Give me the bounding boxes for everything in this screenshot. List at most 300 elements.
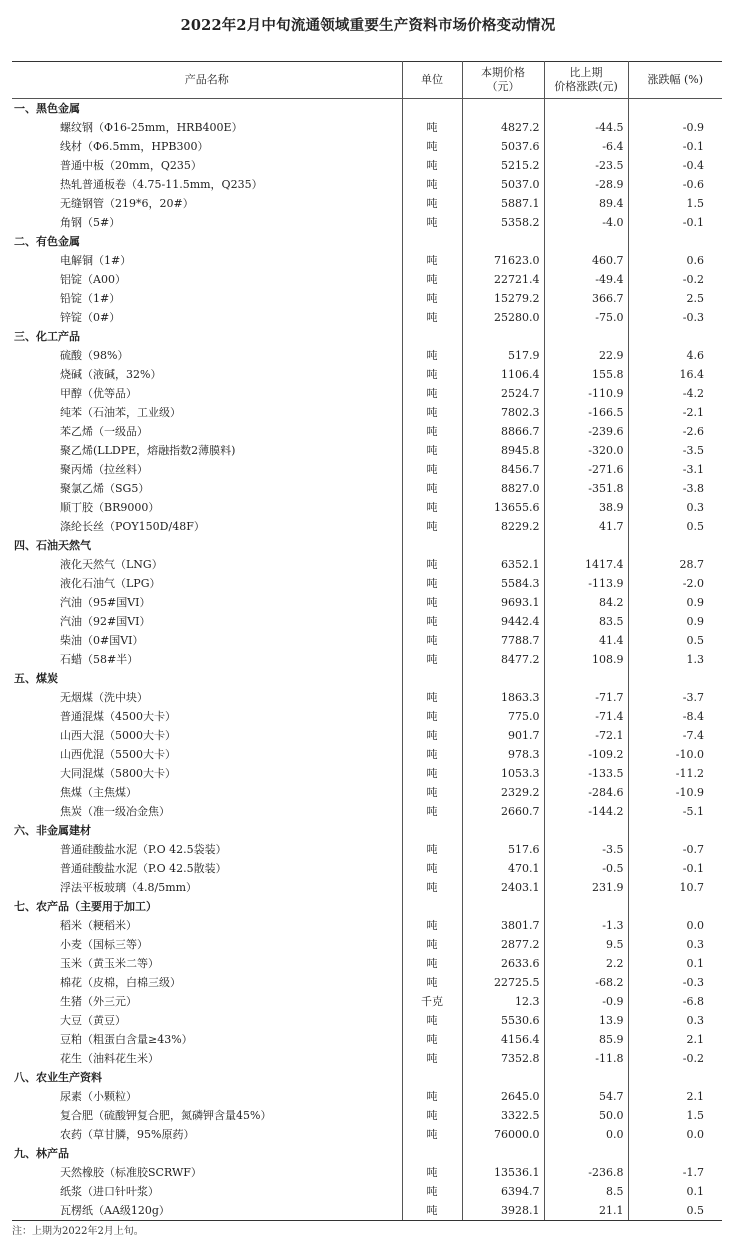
product-name: 瓦楞纸（AA级120g）: [12, 1201, 402, 1221]
change-cell: 41.7: [544, 517, 628, 536]
unit-cell: 吨: [402, 460, 462, 479]
price-cell: 517.9: [462, 346, 544, 365]
table-row: [12, 498, 722, 517]
unit-cell: 吨: [402, 1106, 462, 1125]
unit-cell: 吨: [402, 745, 462, 764]
header-change-line2: 价格涨跌(元): [554, 80, 618, 93]
price-cell: 4156.4: [462, 1030, 544, 1049]
pct-cell: -10.9: [675, 786, 704, 799]
category-change-cell: [544, 99, 628, 119]
product-name: 山西优混（5500大卡）: [12, 745, 402, 764]
price-cell: 2403.1: [462, 878, 544, 897]
price-cell: 2877.2: [462, 935, 544, 954]
category-row: [12, 1068, 722, 1087]
change-cell: -1.3: [544, 916, 628, 935]
unit-cell: 吨: [402, 802, 462, 821]
category-name: 五、煤炭: [12, 669, 402, 688]
price-cell: 12.3: [462, 992, 544, 1011]
price-cell: 22725.5: [462, 973, 544, 992]
product-name: 复合肥（硫酸钾复合肥，氮磷钾含量45%）: [12, 1106, 402, 1125]
price-cell: 6394.7: [462, 1182, 544, 1201]
table-row: [12, 650, 722, 669]
unit-cell: 吨: [402, 156, 462, 175]
unit-cell: 吨: [402, 118, 462, 137]
pct-cell: -0.1: [682, 140, 704, 153]
category-unit-cell: [402, 327, 462, 346]
table-row: [12, 1049, 722, 1068]
change-cell: 13.9: [544, 1011, 628, 1030]
table-row: [12, 802, 722, 821]
category-unit-cell: [402, 897, 462, 916]
category-name: 三、化工产品: [12, 327, 402, 346]
pct-cell: 1.3: [686, 653, 704, 666]
pct-cell: -0.4: [682, 159, 704, 172]
change-cell: -44.5: [544, 118, 628, 137]
change-cell: -23.5: [544, 156, 628, 175]
table-row: [12, 1106, 722, 1125]
product-name: 烧碱（液碱，32%）: [12, 365, 402, 384]
product-name: 普通混煤（4500大卡）: [12, 707, 402, 726]
product-name: 无缝钢管（219*6，20#）: [12, 194, 402, 213]
product-name: 浮法平板玻璃（4.8/5mm）: [12, 878, 402, 897]
table-row: [12, 916, 722, 935]
category-pct-cell: [628, 99, 722, 119]
category-price-cell: [462, 99, 544, 119]
pct-cell: 0.9: [686, 615, 704, 628]
table-row: [12, 745, 722, 764]
table-row: [12, 574, 722, 593]
price-cell: 2633.6: [462, 954, 544, 973]
table-row: [12, 441, 722, 460]
unit-cell: 吨: [402, 859, 462, 878]
category-unit-cell: [402, 821, 462, 840]
product-name: 焦煤（主焦煤）: [12, 783, 402, 802]
pct-cell: -11.2: [675, 767, 704, 780]
category-name: 二、有色金属: [12, 232, 402, 251]
pct-cell: -0.6: [682, 178, 704, 191]
unit-cell: 吨: [402, 498, 462, 517]
table-row: [12, 612, 722, 631]
product-name: 普通中板（20mm，Q235）: [12, 156, 402, 175]
category-price-cell: [462, 821, 544, 840]
product-name: 锌锭（0#）: [12, 308, 402, 327]
table-row: [12, 308, 722, 327]
unit-cell: 吨: [402, 137, 462, 156]
unit-cell: 吨: [402, 422, 462, 441]
category-unit-cell: [402, 1068, 462, 1087]
change-cell: -71.7: [544, 688, 628, 707]
price-cell: 5215.2: [462, 156, 544, 175]
table-row: [12, 764, 722, 783]
unit-cell: 吨: [402, 726, 462, 745]
product-name: 线材（Φ6.5mm，HPB300）: [12, 137, 402, 156]
table-row: [12, 517, 722, 536]
table-row: [12, 726, 722, 745]
category-change-cell: [544, 232, 628, 251]
change-cell: 21.1: [544, 1201, 628, 1221]
product-name: 豆粕（粗蛋白含量≥43%）: [12, 1030, 402, 1049]
unit-cell: 吨: [402, 954, 462, 973]
category-price-cell: [462, 1068, 544, 1087]
change-cell: -110.9: [544, 384, 628, 403]
pct-cell: -4.2: [682, 387, 704, 400]
product-name: 铝锭（A00）: [12, 270, 402, 289]
price-cell: 4827.2: [462, 118, 544, 137]
change-cell: 460.7: [544, 251, 628, 270]
header-price: [462, 62, 544, 99]
pct-cell: 2.1: [686, 1090, 704, 1103]
unit-cell: 吨: [402, 251, 462, 270]
change-cell: 41.4: [544, 631, 628, 650]
unit-cell: 吨: [402, 1201, 462, 1221]
unit-cell: 吨: [402, 783, 462, 802]
category-name: 八、农业生产资料: [12, 1068, 402, 1087]
product-name: 天然橡胶（标准胶SCRWF）: [12, 1163, 402, 1182]
unit-cell: 吨: [402, 365, 462, 384]
table-row: [12, 194, 722, 213]
table-row: [12, 707, 722, 726]
pct-cell: -1.7: [682, 1166, 704, 1179]
table-row: [12, 840, 722, 859]
header-price-line1: 本期价格: [481, 66, 525, 79]
category-change-cell: [544, 1144, 628, 1163]
pct-cell: -7.4: [682, 729, 704, 742]
change-cell: 366.7: [544, 289, 628, 308]
category-row: [12, 1144, 722, 1163]
header-price-line2: （元）: [486, 80, 520, 93]
table-row: [12, 935, 722, 954]
pct-cell: -0.3: [682, 976, 704, 989]
header-pct: 涨跌幅 (%): [628, 62, 722, 99]
price-cell: 9693.1: [462, 593, 544, 612]
change-cell: 89.4: [544, 194, 628, 213]
table-row: [12, 1125, 722, 1144]
pct-cell: 0.0: [686, 1128, 704, 1141]
change-cell: -75.0: [544, 308, 628, 327]
product-name: 角钢（5#）: [12, 213, 402, 232]
table-row: [12, 859, 722, 878]
change-cell: -4.0: [544, 213, 628, 232]
table-row: [12, 1087, 722, 1106]
pct-cell: -0.1: [682, 862, 704, 875]
product-name: 电解铜（1#）: [12, 251, 402, 270]
product-name: 纸浆（进口针叶浆）: [12, 1182, 402, 1201]
pct-cell: -0.9: [682, 121, 704, 134]
change-cell: -144.2: [544, 802, 628, 821]
price-cell: 8477.2: [462, 650, 544, 669]
change-cell: 50.0: [544, 1106, 628, 1125]
price-cell: 7788.7: [462, 631, 544, 650]
pct-cell: -2.0: [682, 577, 704, 590]
product-name: 涤纶长丝（POY150D/48F）: [12, 517, 402, 536]
price-cell: 901.7: [462, 726, 544, 745]
product-name: 稻米（粳稻米）: [12, 916, 402, 935]
pct-cell: 28.7: [679, 558, 704, 571]
pct-cell: 0.3: [686, 1014, 704, 1027]
change-cell: -6.4: [544, 137, 628, 156]
pct-cell: 2.1: [686, 1033, 704, 1046]
product-name: 甲醇（优等品）: [12, 384, 402, 403]
pct-cell: 1.5: [686, 1109, 704, 1122]
change-cell: -284.6: [544, 783, 628, 802]
category-pct-cell: [628, 821, 722, 840]
table-row: [12, 251, 722, 270]
table-row: [12, 289, 722, 308]
header-change-line1: 比上期: [569, 66, 603, 79]
pct-cell: 0.3: [686, 501, 704, 514]
unit-cell: 千克: [402, 992, 462, 1011]
table-row: [12, 346, 722, 365]
price-cell: 2660.7: [462, 802, 544, 821]
category-change-cell: [544, 1068, 628, 1087]
product-name: 聚乙烯(LLDPE，熔融指数2薄膜料): [12, 441, 402, 460]
product-name: 农药（草甘膦，95%原药）: [12, 1125, 402, 1144]
pct-cell: -5.1: [682, 805, 704, 818]
price-cell: 76000.0: [462, 1125, 544, 1144]
unit-cell: 吨: [402, 555, 462, 574]
pct-cell: -0.7: [682, 843, 704, 856]
price-cell: 5358.2: [462, 213, 544, 232]
unit-cell: 吨: [402, 764, 462, 783]
price-cell: 8229.2: [462, 517, 544, 536]
table-row: [12, 118, 722, 137]
price-cell: 8456.7: [462, 460, 544, 479]
price-cell: 71623.0: [462, 251, 544, 270]
category-row: [12, 897, 722, 916]
table-row: [12, 1030, 722, 1049]
table-row: [12, 688, 722, 707]
pct-cell: 0.5: [628, 1201, 722, 1221]
pct-cell: 0.9: [686, 596, 704, 609]
category-pct-cell: [628, 669, 722, 688]
pct-cell: -3.1: [682, 463, 704, 476]
table-row: [12, 992, 722, 1011]
product-name: 山西大混（5000大卡）: [12, 726, 402, 745]
header-product-name: 产品名称: [12, 62, 402, 99]
category-change-cell: [544, 821, 628, 840]
price-cell: 5530.6: [462, 1011, 544, 1030]
unit-cell: 吨: [402, 707, 462, 726]
unit-cell: 吨: [402, 441, 462, 460]
pct-cell: -2.1: [682, 406, 704, 419]
product-name: 顺丁胶（BR9000）: [12, 498, 402, 517]
table-row: [12, 422, 722, 441]
unit-cell: 吨: [402, 289, 462, 308]
price-cell: 3928.1: [462, 1201, 544, 1221]
product-name: 柴油（0#国VI）: [12, 631, 402, 650]
pct-cell: -3.7: [682, 691, 704, 704]
product-name: 石蜡（58#半）: [12, 650, 402, 669]
table-row: [12, 213, 722, 232]
table-row: [12, 593, 722, 612]
category-pct-cell: [628, 327, 722, 346]
table-row: [12, 555, 722, 574]
unit-cell: 吨: [402, 1049, 462, 1068]
category-pct-cell: [628, 536, 722, 555]
unit-cell: 吨: [402, 1182, 462, 1201]
unit-cell: 吨: [402, 593, 462, 612]
price-cell: 7352.8: [462, 1049, 544, 1068]
product-name: 花生（油料花生米）: [12, 1049, 402, 1068]
table-row: [12, 156, 722, 175]
category-change-cell: [544, 327, 628, 346]
product-name: 螺纹钢（Φ16-25mm，HRB400E）: [12, 118, 402, 137]
change-cell: -28.9: [544, 175, 628, 194]
category-pct-cell: [628, 1068, 722, 1087]
unit-cell: 吨: [402, 1163, 462, 1182]
price-cell: 3322.5: [462, 1106, 544, 1125]
change-cell: -0.9: [544, 992, 628, 1011]
change-cell: -109.2: [544, 745, 628, 764]
pct-cell: 1.5: [686, 197, 704, 210]
change-cell: -3.5: [544, 840, 628, 859]
category-pct-cell: [628, 1144, 722, 1163]
pct-cell: 2.5: [686, 292, 704, 305]
change-cell: -68.2: [544, 973, 628, 992]
change-cell: 85.9: [544, 1030, 628, 1049]
change-cell: -320.0: [544, 441, 628, 460]
price-cell: 25280.0: [462, 308, 544, 327]
unit-cell: 吨: [402, 935, 462, 954]
table-row: [12, 1163, 722, 1182]
price-cell: 5037.6: [462, 137, 544, 156]
pct-cell: -10.0: [675, 748, 704, 761]
table-row: [12, 384, 722, 403]
category-price-cell: [462, 327, 544, 346]
header-unit: 单位: [402, 62, 462, 99]
product-name: 大豆（黄豆）: [12, 1011, 402, 1030]
change-cell: 1417.4: [544, 555, 628, 574]
table-row: [12, 1201, 722, 1221]
category-name: 七、农产品（主要用于加工）: [12, 897, 402, 916]
category-row: [12, 669, 722, 688]
product-name: 液化天然气（LNG）: [12, 555, 402, 574]
price-cell: 8866.7: [462, 422, 544, 441]
category-row: [12, 99, 722, 119]
price-cell: 7802.3: [462, 403, 544, 422]
product-name: 聚丙烯（拉丝料）: [12, 460, 402, 479]
price-cell: 5887.1: [462, 194, 544, 213]
change-cell: 22.9: [544, 346, 628, 365]
page-title: 2022年2月中旬流通领域重要生产资料市场价格变动情况: [180, 17, 556, 34]
pct-cell: 0.1: [686, 957, 704, 970]
table-row: [12, 878, 722, 897]
table-row: [12, 365, 722, 384]
product-name: 无烟煤（洗中块）: [12, 688, 402, 707]
change-cell: 231.9: [544, 878, 628, 897]
price-cell: 15279.2: [462, 289, 544, 308]
change-cell: -0.5: [544, 859, 628, 878]
category-price-cell: [462, 1144, 544, 1163]
table-row: [12, 460, 722, 479]
product-name: 汽油（95#国VI）: [12, 593, 402, 612]
table-row: [12, 1011, 722, 1030]
unit-cell: 吨: [402, 650, 462, 669]
change-cell: 2.2: [544, 954, 628, 973]
price-cell: 775.0: [462, 707, 544, 726]
price-cell: 1053.3: [462, 764, 544, 783]
category-row: [12, 536, 722, 555]
table-row: [12, 1182, 722, 1201]
price-cell: 8827.0: [462, 479, 544, 498]
table-header: [12, 62, 722, 99]
unit-cell: 吨: [402, 1087, 462, 1106]
pct-cell: -0.2: [682, 273, 704, 286]
unit-cell: 吨: [402, 631, 462, 650]
pct-cell: -0.3: [682, 311, 704, 324]
product-name: 焦炭（准一级冶金焦）: [12, 802, 402, 821]
pct-cell: 4.6: [686, 349, 704, 362]
price-cell: 2524.7: [462, 384, 544, 403]
change-cell: 83.5: [544, 612, 628, 631]
price-cell: 2645.0: [462, 1087, 544, 1106]
price-cell: 13536.1: [462, 1163, 544, 1182]
pct-cell: 0.5: [686, 634, 704, 647]
price-cell: 978.3: [462, 745, 544, 764]
product-name: 汽油（92#国VI）: [12, 612, 402, 631]
table-body: [12, 99, 722, 1221]
pct-cell: 0.1: [686, 1185, 704, 1198]
unit-cell: 吨: [402, 270, 462, 289]
category-unit-cell: [402, 669, 462, 688]
pct-cell: -6.8: [682, 995, 704, 1008]
category-unit-cell: [402, 1144, 462, 1163]
price-cell: 3801.7: [462, 916, 544, 935]
product-name: 生猪（外三元）: [12, 992, 402, 1011]
price-cell: 2329.2: [462, 783, 544, 802]
category-name: 一、黑色金属: [12, 99, 402, 119]
unit-cell: 吨: [402, 479, 462, 498]
price-cell: 22721.4: [462, 270, 544, 289]
unit-cell: 吨: [402, 346, 462, 365]
category-unit-cell: [402, 99, 462, 119]
unit-cell: 吨: [402, 916, 462, 935]
unit-cell: 吨: [402, 1030, 462, 1049]
product-name: 玉米（黄玉米二等）: [12, 954, 402, 973]
price-cell: 5037.0: [462, 175, 544, 194]
pct-cell: 0.3: [686, 938, 704, 951]
table-row: [12, 270, 722, 289]
unit-cell: 吨: [402, 384, 462, 403]
price-cell: 8945.8: [462, 441, 544, 460]
category-row: [12, 327, 722, 346]
pct-cell: -2.6: [682, 425, 704, 438]
product-name: 纯苯（石油苯，工业级）: [12, 403, 402, 422]
change-cell: -71.4: [544, 707, 628, 726]
table-row: [12, 137, 722, 156]
pct-cell: 0.5: [686, 520, 704, 533]
change-cell: 9.5: [544, 935, 628, 954]
change-cell: -351.8: [544, 479, 628, 498]
product-name: 热轧普通板卷（4.75-11.5mm，Q235）: [12, 175, 402, 194]
category-pct-cell: [628, 232, 722, 251]
table-row: [12, 783, 722, 802]
change-cell: -133.5: [544, 764, 628, 783]
product-name: 液化石油气（LPG）: [12, 574, 402, 593]
price-cell: 13655.6: [462, 498, 544, 517]
category-change-cell: [544, 536, 628, 555]
price-cell: 517.6: [462, 840, 544, 859]
price-cell: 9442.4: [462, 612, 544, 631]
product-name: 硫酸（98%）: [12, 346, 402, 365]
unit-cell: 吨: [402, 194, 462, 213]
product-name: 小麦（国标三等）: [12, 935, 402, 954]
table-row: [12, 973, 722, 992]
change-cell: -49.4: [544, 270, 628, 289]
price-cell: 1106.4: [462, 365, 544, 384]
category-row: [12, 232, 722, 251]
change-cell: 8.5: [544, 1182, 628, 1201]
